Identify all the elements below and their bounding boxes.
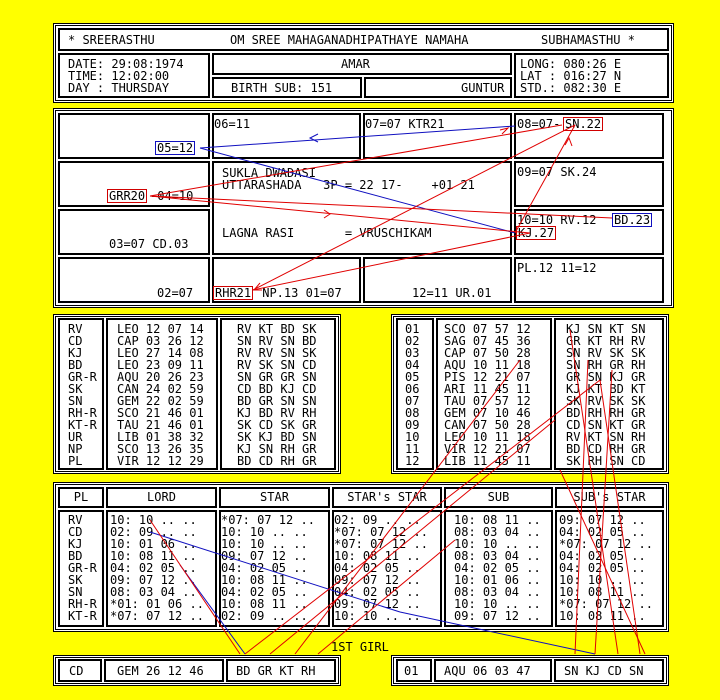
sig-lord: 02: 09 .. .. xyxy=(110,525,197,539)
planet-lords xyxy=(237,323,316,467)
house-number: 06 xyxy=(405,382,420,396)
sig-sub: 10: 10 .. .. xyxy=(454,597,541,611)
house-number: 09 xyxy=(405,418,420,432)
bottom-house-lords: SN KJ CD SN xyxy=(564,664,644,678)
planet-position: SCO 13 26 35 xyxy=(117,442,204,456)
sig-sub-star: 04: 02 05 .. xyxy=(559,549,646,563)
sig-lord: 10: 10 .. .. xyxy=(110,513,197,527)
planet-lord-chain: CD BD KJ CD xyxy=(237,382,317,396)
sig-sub-star: 09: 07 12 .. xyxy=(559,513,646,527)
saturn-position[interactable]: SN.22 xyxy=(565,117,602,131)
house-7-label: 07=07 KTR21 xyxy=(365,117,445,131)
sig-sub: 10: 10 .. .. xyxy=(454,537,541,551)
planet-name: CD xyxy=(68,334,83,348)
sig-planet: KT-R xyxy=(68,609,97,623)
bottom-planet: CD xyxy=(69,664,84,678)
sig-star-star: 10: 08 11 .. xyxy=(334,549,421,563)
sig-planet: GR-R xyxy=(68,561,97,575)
house-4-label: -04=10 xyxy=(150,189,194,203)
sig-star: 10: 08 11 .. xyxy=(221,573,308,587)
planet-name: RH-R xyxy=(68,406,97,420)
planet-position: GEM 22 02 59 xyxy=(117,394,204,408)
planet-name: PL xyxy=(68,454,83,468)
house-cusp-position: CAP 07 50 28 xyxy=(444,346,531,360)
rahu-position[interactable]: RHR21 xyxy=(215,286,252,300)
house-lord-chain: BD RH RH GR xyxy=(566,406,646,420)
house-cusp-position: LIB 11 45 11 xyxy=(444,454,531,468)
planet-name: BD xyxy=(68,358,83,372)
house-cusp-position: LEO 10 11 18 xyxy=(444,430,531,444)
sig-header-sub-star: SUB's STAR xyxy=(555,487,664,508)
planet-lord-chain: BD CD RH GR xyxy=(237,454,317,468)
sig-planet: KJ xyxy=(68,537,83,551)
house-number: 04 xyxy=(405,358,420,372)
planet-position: AQU 20 26 23 xyxy=(117,370,204,384)
header-center: OM SREE MAHAGANADHIPATHAYE NAMAHA xyxy=(230,33,469,47)
sig-star: 09: 07 12 .. xyxy=(221,549,308,563)
house-lord-chain: SN RV SK SK xyxy=(566,346,646,360)
longitude: LONG: 080:26 E xyxy=(520,57,622,71)
sig-star-star: 09: 07 12 .. xyxy=(334,573,421,587)
house-lord-chain: KJ SN KT SN xyxy=(566,322,646,336)
house-lords xyxy=(566,323,645,467)
sig-sub: 08: 03 04 .. xyxy=(454,525,541,539)
birth-date: DATE: 29:08:1974 xyxy=(68,57,184,71)
sig-planet: CD xyxy=(68,525,83,539)
latitude: LAT : 016:27 N xyxy=(520,69,622,83)
planet-position: CAN 24 02 59 xyxy=(117,382,204,396)
planet-name: SK xyxy=(68,382,83,396)
house-lord-chain: KJ KT BD KT xyxy=(566,382,646,396)
planet-positions xyxy=(117,323,204,467)
planet-position: VIR 12 12 29 xyxy=(117,454,204,468)
sig-star-star: *07: 07 12 .. xyxy=(334,537,428,551)
sig-sub-star: 10: 08 11 .. xyxy=(559,585,646,599)
bottom-house: 01 xyxy=(404,664,419,678)
sig-sub: 10: 01 06 .. xyxy=(454,573,541,587)
sig-lord: *01: 01 06 .. xyxy=(110,597,204,611)
house-11-label: PL.12 11=12 xyxy=(517,261,597,275)
house-lord-chain: SK RH SN CD xyxy=(566,454,646,468)
sig-header-pl: PL xyxy=(58,487,104,508)
sig-star-star-values xyxy=(334,514,428,622)
sig-planet: SK xyxy=(68,573,83,587)
planet-lord-chain: SN RV SN BD xyxy=(237,334,317,348)
jupiter-position[interactable]: GRR20 xyxy=(109,189,146,203)
sig-star: 10: 10 .. .. xyxy=(221,525,308,539)
house-lord-chain: BD CD RH GR xyxy=(566,442,646,456)
sig-sub: 04: 02 05 .. xyxy=(454,561,541,575)
sig-star-star: 10: 10 .. .. xyxy=(334,609,421,623)
house-lord-chain: RV KT SN RH xyxy=(566,430,646,444)
sig-planets xyxy=(68,514,97,622)
house-lord-chain: SK RV SK SK xyxy=(566,394,646,408)
house-10-label: 10=10 RV.12 xyxy=(517,213,597,227)
house-number: 10 xyxy=(405,430,420,444)
house-cusp-position: SAG 07 45 36 xyxy=(444,334,531,348)
birth-place: GUNTUR xyxy=(461,81,505,95)
birth-day: DAY : THURSDAY xyxy=(68,81,170,95)
sig-sub-values xyxy=(454,514,541,622)
sig-sub: 08: 03 04 .. xyxy=(454,585,541,599)
house-8-label: 08=07- xyxy=(517,117,561,131)
planet-name: RV xyxy=(68,322,83,336)
sig-sub-star: 04: 02 05 .. xyxy=(559,525,646,539)
birth-sub: BIRTH SUB: 151 xyxy=(231,81,333,95)
sig-sub-star: 10: 08 11 .. xyxy=(559,609,646,623)
bottom-planet-position: GEM 26 12 46 xyxy=(117,664,204,678)
planet-lord-chain: BD GR SN SN xyxy=(237,394,317,408)
house-3-label: 03=07 CD.03 xyxy=(109,237,189,251)
mars-position[interactable]: KJ.27 xyxy=(518,226,555,240)
sig-star: 10: 08 11 .. xyxy=(221,597,308,611)
sig-sub-star: 10: 10 .. .. xyxy=(559,573,646,587)
house-lord-chain: GR SN KJ GR xyxy=(566,370,646,384)
sig-sub: 10: 08 11 .. xyxy=(454,513,541,527)
house-lord-chain: GR KT RH RV xyxy=(566,334,646,348)
sig-sub-star: *07: 07 12 .. xyxy=(559,537,653,551)
planet-position: LIB 01 38 32 xyxy=(117,430,204,444)
sig-header-star: STAR xyxy=(219,487,330,508)
sig-star-star: 04: 02 05 .. xyxy=(334,585,421,599)
std-time: STD.: 082:30 E xyxy=(520,81,622,95)
house-cusp-position: CAN 07 50 28 xyxy=(444,418,531,432)
match-caption: 1ST GIRL xyxy=(331,640,389,654)
planet-name: SN xyxy=(68,394,83,408)
sig-star-star: *07: 07 12 .. xyxy=(334,525,428,539)
house-2-label: 02=07 xyxy=(157,286,194,300)
planet-lord-chain: RV RV SN SK xyxy=(237,346,317,360)
house-lord-chain: SN RH GR RH xyxy=(566,358,646,372)
house-number: 03 xyxy=(405,346,420,360)
sig-lord: 10: 01 06 .. xyxy=(110,537,197,551)
sig-sub: 09: 07 12 .. xyxy=(454,609,541,623)
house-number: 08 xyxy=(405,406,420,420)
planet-position: CAP 03 26 12 xyxy=(117,334,204,348)
house-number: 07 xyxy=(405,394,420,408)
planet-position: LEO 23 09 11 xyxy=(117,358,204,372)
planet-lord-chain: SN GR GR SN xyxy=(237,370,317,384)
sig-lord: 10: 08 11 .. xyxy=(110,549,197,563)
house-cusp-position: VIR 12 21 07 xyxy=(444,442,531,456)
house-9-label: 09=07 SK.24 xyxy=(517,165,597,179)
house-cusp-position: AQU 10 11 18 xyxy=(444,358,531,372)
header-right: SUBHAMASTHU * xyxy=(541,33,635,47)
native-name: AMAR xyxy=(341,57,370,71)
house-cusp-position: TAU 07 57 12 xyxy=(444,394,531,408)
sig-star: 02: 09 .. .. xyxy=(221,609,308,623)
house-cusp-position: PIS 12 21 07 xyxy=(444,370,531,384)
house-5-label[interactable]: 05=12 xyxy=(157,141,194,155)
nakshatra: UTTARASHADA 3P = 22 17- +01 21 xyxy=(222,178,475,192)
sig-sub-star: 04: 02 05 .. xyxy=(559,561,646,575)
house-number: 11 xyxy=(405,442,420,456)
house-number: 01 xyxy=(405,322,420,336)
house-number: 12 xyxy=(405,454,420,468)
planet-position: TAU 21 46 01 xyxy=(117,418,204,432)
sig-star-star: 09: 07 12 .. xyxy=(334,597,421,611)
sig-planet: SN xyxy=(68,585,83,599)
planet-position: LEO 27 14 08 xyxy=(117,346,204,360)
house-number: 05 xyxy=(405,370,420,384)
sig-header-sub: SUB xyxy=(444,487,553,508)
sig-lord-values xyxy=(110,514,204,622)
planet-lord-chain: SK KJ BD SN xyxy=(237,430,317,444)
house-6-label: 06=11 xyxy=(214,117,251,131)
house-cusp-position: SCO 07 57 12 xyxy=(444,322,531,336)
house-positions xyxy=(444,323,531,467)
birth-time: TIME: 12:02:00 xyxy=(68,69,170,83)
sig-header-lord: LORD xyxy=(106,487,217,508)
house-nums xyxy=(405,323,419,467)
planet-lord-chain: SK CD SK GR xyxy=(237,418,317,432)
planet-lord-chain: KJ SN RH GR xyxy=(237,442,317,456)
sig-star-values xyxy=(221,514,315,622)
sig-star-star: 04: 02 05 .. xyxy=(334,561,421,575)
sig-planet: BD xyxy=(68,549,83,563)
sig-lord: *07: 07 12 .. xyxy=(110,609,204,623)
sig-sub: 08: 03 04 .. xyxy=(454,549,541,563)
sig-planet: RH-R xyxy=(68,597,97,611)
house-12-label: 12=11 UR.01 xyxy=(412,286,492,300)
tithi: SUKLA DWADASI xyxy=(222,166,316,180)
sig-star: *07: 07 12 .. xyxy=(221,513,315,527)
planet-name: UR xyxy=(68,430,83,444)
bottom-planet-lords: BD GR KT RH xyxy=(236,664,316,678)
sig-sub-star-values xyxy=(559,514,653,622)
mercury-position[interactable]: BD.23 xyxy=(614,213,651,227)
sig-lord: 09: 07 12 .. xyxy=(110,573,197,587)
planet-name: KJ xyxy=(68,346,83,360)
house-lord-chain: CD SN KT GR xyxy=(566,418,646,432)
house-cusp-position: GEM 07 10 46 xyxy=(444,406,531,420)
house-1-label: NP.13 01=07 xyxy=(255,286,342,300)
sig-star: 04: 02 05 .. xyxy=(221,561,308,575)
sig-star: 04: 02 05 .. xyxy=(221,585,308,599)
sig-header-star-star: STAR's STAR xyxy=(332,487,442,508)
planet-name: KT-R xyxy=(68,418,97,432)
lagna-rasi: LAGNA RASI = VRUSCHIKAM xyxy=(222,226,432,240)
sig-lord: 04: 02 05 .. xyxy=(110,561,197,575)
sig-star: 10: 10 .. .. xyxy=(221,537,308,551)
planet-position: SCO 21 46 01 xyxy=(117,406,204,420)
planet-name: GR-R xyxy=(68,370,97,384)
sig-planet: RV xyxy=(68,513,83,527)
planet-names xyxy=(68,323,97,467)
planet-lord-chain: RV SK SN CD xyxy=(237,358,317,372)
house-cusp-position: ARI 11 45 11 xyxy=(444,382,531,396)
sig-star-star: 02: 09 .. .. xyxy=(334,513,421,527)
bottom-house-position: AQU 06 03 47 xyxy=(444,664,531,678)
house-number: 02 xyxy=(405,334,420,348)
sig-lord: 08: 03 04 .. xyxy=(110,585,197,599)
planet-name: NP xyxy=(68,442,83,456)
planet-lord-chain: KJ BD RV RH xyxy=(237,406,317,420)
planet-position: LEO 12 07 14 xyxy=(117,322,204,336)
sig-sub-star: *07: 07 12 .. xyxy=(559,597,653,611)
planet-lord-chain: RV KT BD SK xyxy=(237,322,317,336)
header-left: * SREERASTHU xyxy=(68,33,155,47)
